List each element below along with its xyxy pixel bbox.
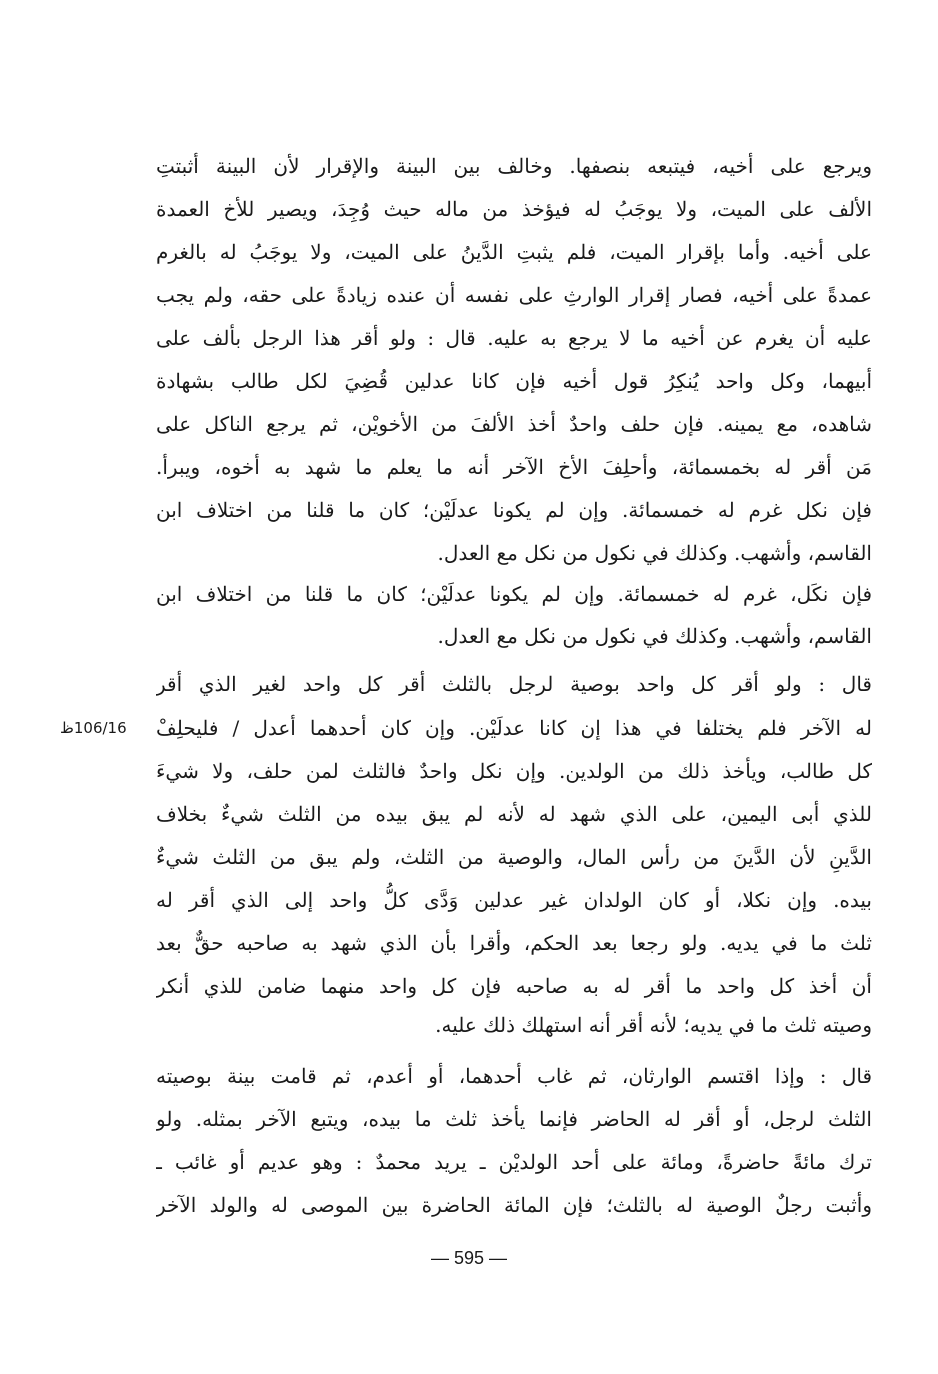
text-line: على أخيه. وأما بإقرار الميت، فلم يثبتِ الدَّينُ على الميت، ولا يوجَبُ له بالغرم (156, 240, 872, 264)
text-line: الألف على الميت، ولا يوجَبُ له فيؤخذ من ماله حيث وُجِدَ، ويصير للأخ العمدة (156, 197, 872, 221)
page-number: — 595 — (430, 1248, 508, 1268)
text-line: للذي أبى اليمين، على الذي شهد له لأنه لم يبق بيده من الثلث شيءٌ بخلاف (156, 802, 872, 826)
text-line: القاسم، وأشهب. وكذلك في نكول من نكل مع العدل. (437, 541, 872, 565)
text-line: كل طالب، ويأخذ ذلك من الولدين. وإن نكل واحدٌ فالثلث لمن حلف، ولا شيءَ (156, 759, 872, 783)
text-line: قال : وإذا اقتسم الوارثان، ثم غاب أحدهما، أو أعدم، ثم قامت بينة بوصيته (156, 1064, 872, 1088)
text-line: شاهده، مع يمينه. فإن حلف واحدٌ أخذ الألفَ من الأخويْن، ثم يرجع الناكل على (156, 412, 872, 436)
text-line: قال : ولو أقر كل واحد بوصية لرجل بالثلث أقر كل واحد لغير الذي أقر (156, 672, 872, 696)
text-line: مَن أقر له بخمسمائة، وأحلِفَ الأخ الآخر أنه ما يعلم ما شهد به أخوه، ويبرأ. (156, 455, 872, 479)
text-line: عمدةً على أخيه، فصار إقرار الوارثِ على نفسه أن عنده زيادةً على حقه، ولم يجب (156, 283, 872, 307)
text-line: وأثبت رجلٌ الوصية له بالثلث؛ فإن المائة الحاضرة بين الموصى له والولد الآخر (156, 1193, 872, 1217)
text-line: بيده. وإن نكلا، أو كان الولدان غير عدلين وَدَّى كلُّ واحد إلى الذي أقر له (156, 888, 872, 912)
text-line: عليه أن يغرم عن أخيه ما لا يرجع به عليه. قال : ولو أقر هذا الرجل بألف على (156, 326, 872, 350)
text-line: الدَّينِ لأن الدَّينَ من رأس المال، والوصية من الثلث، ولم يبق من الثلث شيءٌ (156, 845, 872, 869)
text-line: الثلث لرجل، أو أقر له الحاضر فإنما يأخذ ثلث ما بيده، ويتبع الآخر بمثله. ولو (156, 1107, 872, 1131)
text-line: فإن نكل غرم له خمسمائة. وإن لم يكونا عدلَيْن؛ كان ما قلنا من اختلاف ابن (156, 498, 872, 522)
text-line: له الآخر فلم يختلفا في هذا إن كانا عدلَيْن. وإن كان أحدهما أعدل / فليحلِفْ (156, 716, 872, 740)
text-line: ثلث ما في يديه. ولو رجعا بعد الحكم، وأقرا بأن الذي شهد به صاحبه حقٌّ بعد (156, 931, 872, 955)
text-line: أن أخذ كل واحد ما أقر له به صاحبه فإن كل واحد منهما ضامن للذي أنكر (156, 974, 872, 998)
text-line: ترك مائةً حاضرةً، ومائة على أحد الولديْن ـ يريد محمدٌ : وهو عديم أو غائب ـ (156, 1150, 872, 1174)
text-line: ويرجع على أخيه، فيتبعه بنصفها. وخالف بين البينة والإقرار لأن البينة أثبتتِ (156, 154, 872, 178)
text-line: وصيته ثلث ما في يديه؛ لأنه أقر أنه استهلك ذلك عليه. (435, 1013, 872, 1037)
margin-folio-note: 106/16ظ (60, 719, 127, 737)
text-line: فإن نكَل، غرم له خمسمائة. وإن لم يكونا عدلَيْن؛ كان ما قلنا من اختلاف ابن (156, 582, 872, 606)
text-line: القاسم، وأشهب. وكذلك في نكول من نكل مع العدل. (437, 624, 872, 648)
text-line: أبيهما، وكل واحد يُنكِرُ قول أخيه فإن كانا عدلين قُضِيَ لكل طالب بشهادة (156, 369, 872, 393)
